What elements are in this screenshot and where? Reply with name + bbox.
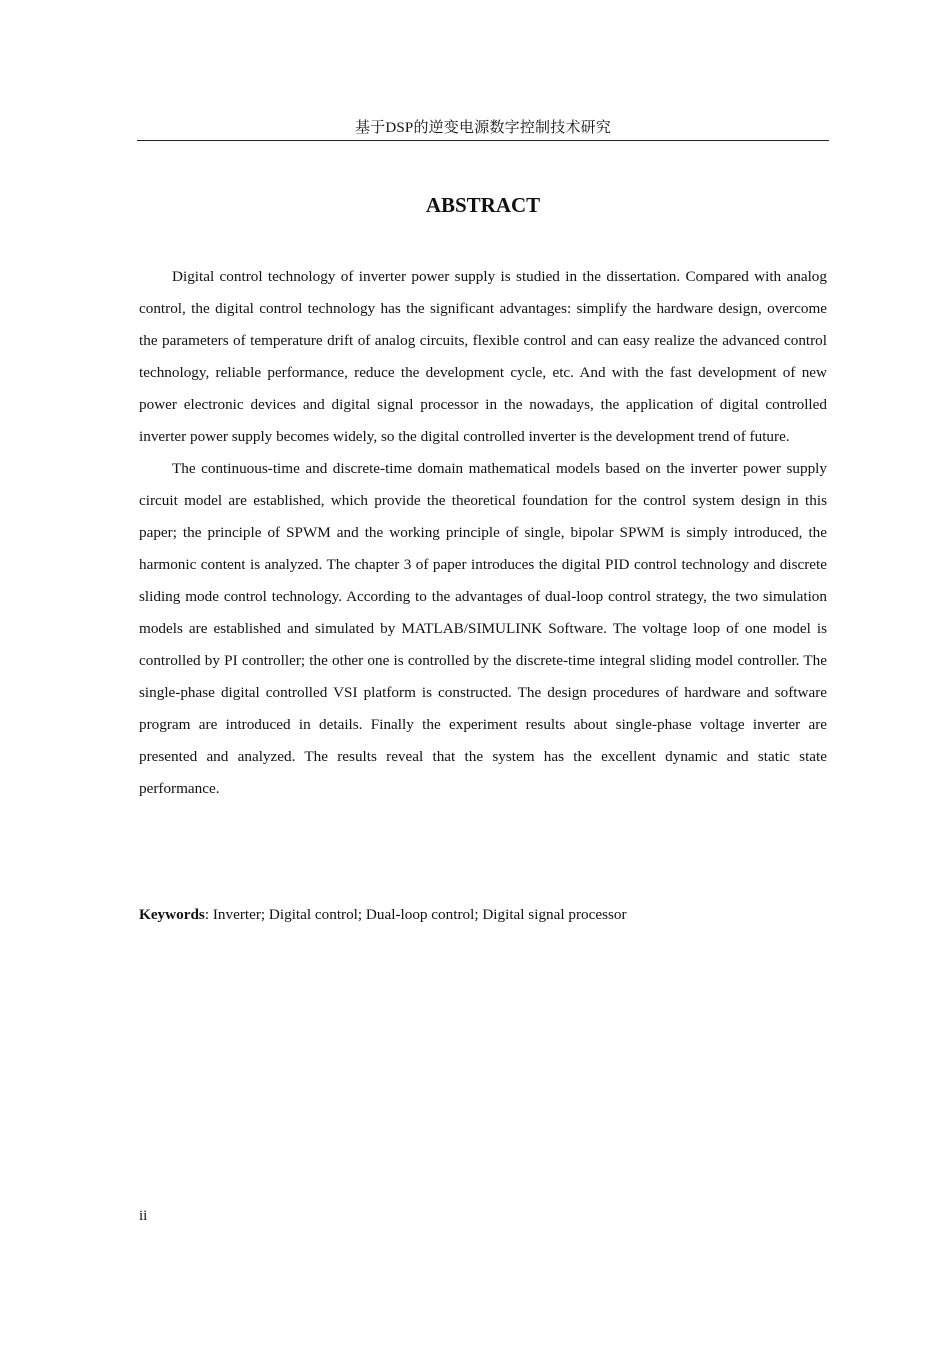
abstract-body: [139, 261, 827, 805]
running-header: 基于DSP的逆变电源数字控制技术研究: [354, 120, 612, 136]
keywords-text: : Inverter; Digital control; Dual-loop control; Digital signal processor: [204, 906, 627, 923]
abstract-title: ABSTRACT: [425, 193, 541, 217]
page-number: ii: [139, 1208, 148, 1224]
abstract-paragraph-2: The continuous-time and discrete-time domain mathematical models based on the inverter power supply circuit model are established, which provide the theoretical foundation for the control system design in this paper; the principle of SPWM and the working principle of single, bipolar SPWM is simply introduced, the harmonic content is analyzed. The chapter 3 of paper introduces the digital PID control technology and discrete sliding mode control technology. According to the advantages of dual-loop control strategy, the two simulation models are established and simulated by MATLAB/SIMULINK Software. The voltage loop of one model is controlled by PI controller; the other one is controlled by the discrete-time integral sliding model controller. The single-phase digital controlled VSI platform is constructed. The design procedures of hardware and software program are introduced in details. Finally the experiment results about single-phase voltage inverter are presented and analyzed. The results reveal that the system has the excellent dynamic and static state performance.: [139, 460, 827, 797]
keywords-line: [139, 901, 827, 929]
keywords-label: Keywords: [139, 906, 205, 923]
header-rule: [137, 140, 829, 141]
abstract-paragraph-1: Digital control technology of inverter power supply is studied in the dissertation. Compared with analog control, the digital control technology has the significant advantages: simplify the hardware design, overcome the parameters of temperature drift of analog circuits, flexible control and can easy realize the advanced control technology, reliable performance, reduce the development cycle, etc. And with the fast development of new power electronic devices and digital signal processor in the nowadays, the application of digital controlled inverter power supply becomes widely, so the digital controlled inverter is the development trend of future.: [139, 268, 827, 445]
